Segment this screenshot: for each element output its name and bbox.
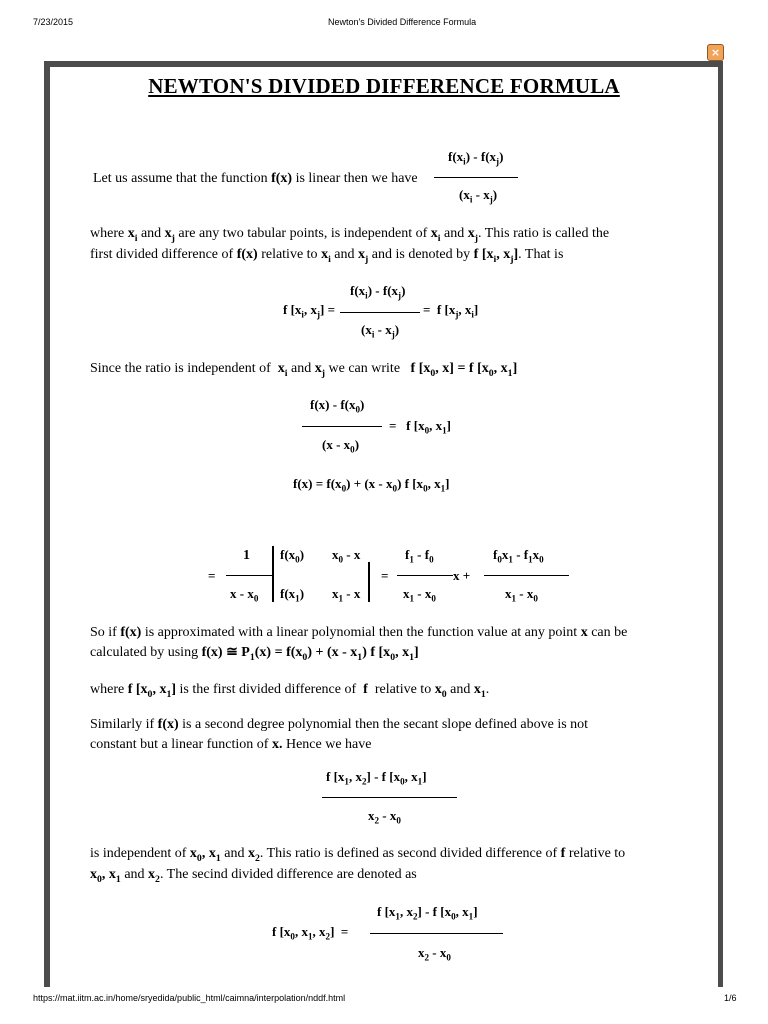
equation-lhs: f [$x_0$, $x_1$, $x_2$] = [272, 924, 349, 942]
frame-right-border [718, 61, 723, 987]
fraction-bar [484, 575, 569, 576]
paragraph-line: is independent of $x_0$, $x_1$ and $x_2$. This ratio is defined as second divided difference of f relative to [90, 846, 626, 864]
frame-top-border [44, 61, 723, 67]
paragraph-line: first divided difference of f(x) relative to $x_i$ and $x_j$ and is denoted by f [$x_i$, $x_j$]. That is [90, 247, 564, 265]
paragraph-line: $x_0$, $x_1$ and $x_2$. The secind divided difference are denoted as [90, 867, 417, 885]
fraction-bar [397, 575, 453, 576]
matrix-cell: $f(x_1)$ [280, 586, 305, 604]
paragraph-line: calculated by using f(x) ≅ $P_1(x) = f(x_0) + (x - x_1)$ f [$x_0$, $x_1$] [90, 645, 419, 663]
equation-rhs: = f [$x_0$, $x_1$] [389, 418, 452, 436]
equation-numerator: f [$x_1$, $x_2$] - f [$x_0$, $x_1$] [377, 904, 478, 922]
page-title: NEWTON'S DIVIDED DIFFERENCE FORMULA [148, 74, 620, 98]
equation-line: $f(x) = f(x_0) + (x - x_0)$ f [$x_0$, $x_1$] [293, 476, 450, 494]
equation-rhs: = f [$x_j$, $x_i$] [423, 302, 479, 320]
equals-sign: = [381, 568, 389, 583]
equation-denominator: $x_2 - x_0$ [418, 945, 451, 963]
fraction-bar [434, 177, 518, 178]
equation-denominator: $x_2 - x_0$ [368, 808, 401, 826]
frame-left-border [44, 61, 50, 987]
fraction-denominator: $x_1 - x_0$ [403, 586, 436, 604]
equals-sign: = [208, 568, 216, 583]
fraction-numerator: $f_0x_1 - f_1x_0$ [493, 547, 544, 565]
matrix-cell: $x_1$ - x [332, 586, 361, 604]
determinant-right-bar [368, 562, 370, 602]
equation-denominator: $(x - x_0)$ [322, 437, 360, 455]
print-date: 7/23/2015 [33, 17, 74, 27]
fraction-denominator: $x_1 - x_0$ [505, 586, 538, 604]
determinant-left-bar [272, 546, 274, 602]
equation-denominator: $(x_i - x_j)$ [361, 322, 400, 340]
plus-term: x + [453, 568, 471, 583]
print-title: Newton's Divided Difference Formula [328, 17, 477, 27]
fraction-bar [226, 575, 272, 576]
matrix-cell: $f(x_0)$ [280, 547, 305, 565]
fraction-bar [340, 312, 420, 313]
equation-numerator: $f(x) - f(x_0)$ [310, 397, 365, 415]
fraction-bar [322, 797, 457, 798]
paragraph-line: where f [$x_0$, $x_1$] is the first divided difference of f relative to $x_0$ and $x_1$. [90, 682, 490, 700]
fraction-numerator: $f(x_i) - f(x_j)$ [448, 149, 504, 167]
fraction-numerator: 1 [243, 548, 250, 563]
paragraph-line: where $x_i$ and $x_j$ are any two tabular points, is independent of $x_i$ and $x_j$. This ratio is called the [90, 226, 610, 244]
paragraph-line: Since the ratio is independent of $x_i$ and $x_j$ we can write f [$x_0$, x] = f [$x_0$, $x_1$] [90, 361, 518, 379]
fraction-bar [302, 426, 382, 427]
paragraph-line: constant but a linear function of x. Hence we have [90, 737, 372, 752]
fraction-bar [370, 933, 503, 934]
fraction-numerator: $f_1 - f_0$ [405, 547, 434, 565]
intro-line: Let us assume that the function f(x) is linear then we have [93, 171, 418, 186]
fraction-denominator: $(x_i - x_j)$ [459, 187, 498, 205]
paragraph-line: Similarly if f(x) is a second degree polynomial then the secant slope defined above is not [90, 717, 589, 732]
close-icon[interactable]: × [707, 44, 724, 61]
equation-numerator: $f(x_i) - f(x_j)$ [350, 283, 406, 301]
paragraph-line: So if f(x) is approximated with a linear polynomial then the function value at any point x can be [90, 625, 628, 640]
equation-numerator: f [$x_1$, $x_2$] - f [$x_0$, $x_1$] [326, 769, 427, 787]
page-number: 1/6 [724, 993, 737, 1003]
fraction-denominator: x - $x_0$ [230, 586, 259, 604]
print-url: https://mat.iitm.ac.in/home/sryedida/public_html/caimna/interpolation/nddf.html [33, 993, 346, 1003]
equation-lhs: f [$x_i$, $x_j$] = [283, 302, 335, 320]
matrix-cell: $x_0$ - x [332, 547, 361, 565]
